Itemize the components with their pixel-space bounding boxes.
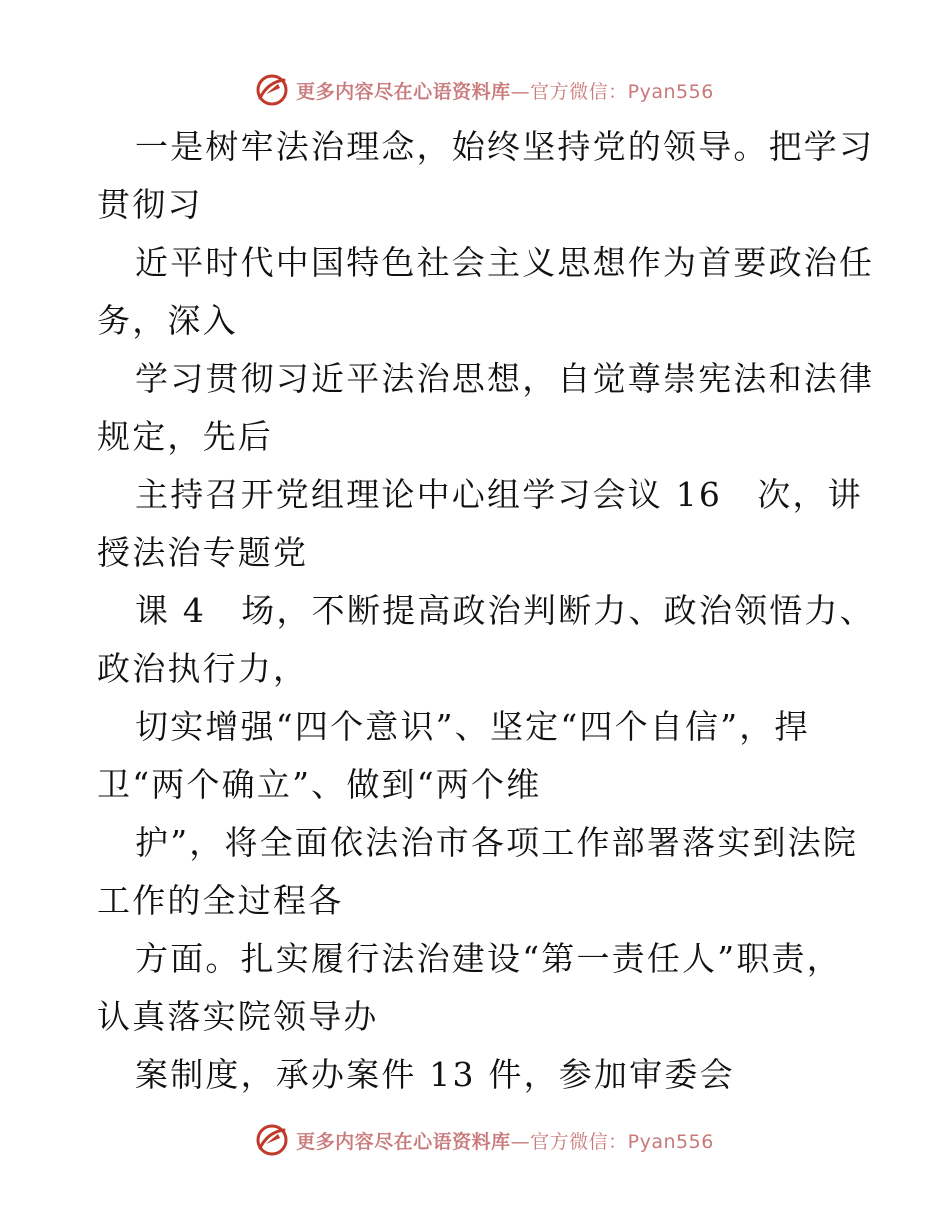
header-banner-tail: —官方微信：Pyan556 [510, 80, 714, 103]
paragraph-line: 授法治专题党 [97, 533, 309, 572]
footer-banner [0, 1120, 950, 1160]
pen-logo-icon [254, 1122, 290, 1158]
footer-banner-text [296, 1127, 714, 1154]
paragraph-line: 课 4 场，不断提高政治判断力、政治领悟力、 [135, 591, 875, 630]
paragraph-line: 规定，先后 [97, 417, 273, 456]
paragraph-line: 案制度，承办案件 13 件，参加审委会 [135, 1055, 735, 1094]
footer-banner-tail: —官方微信：Pyan556 [510, 1130, 714, 1153]
paragraph-line: 护”，将全面依法治市各项工作部署落实到法院 [135, 823, 859, 862]
paragraph-line: 认真落实院领导办 [97, 997, 379, 1036]
paragraph-line: 务，深入 [97, 301, 238, 340]
paragraph-line: 政治执行力， [97, 649, 309, 688]
document-body [97, 118, 875, 1104]
paragraph-line: 主持召开党组理论中心组学习会议 16 次，讲 [135, 475, 863, 514]
pen-logo-icon [254, 72, 290, 108]
paragraph-line: 切实增强“四个意识”、坚定“四个自信”，捍 [135, 707, 810, 746]
paragraph-line: 学习贯彻习近平法治思想，自觉尊崇宪法和法律 [135, 359, 875, 398]
paragraph-line: 方面。扎实履行法治建设“第一责任人”职责， [135, 939, 842, 978]
paragraph-line: 一是树牢法治理念，始终坚持党的领导。把学习 [135, 127, 875, 166]
paragraph-line: 近平时代中国特色社会主义思想作为首要政治任 [135, 243, 875, 282]
footer-banner-main: 更多内容尽在心语资料库 [296, 1130, 511, 1153]
header-banner-main: 更多内容尽在心语资料库 [296, 80, 511, 103]
header-banner-text [296, 77, 714, 104]
header-banner [0, 70, 950, 110]
paragraph-line: 工作的全过程各 [97, 881, 344, 920]
paragraph-line: 卫“两个确立”、做到“两个维 [97, 765, 542, 804]
paragraph-line: 贯彻习 [97, 185, 203, 224]
